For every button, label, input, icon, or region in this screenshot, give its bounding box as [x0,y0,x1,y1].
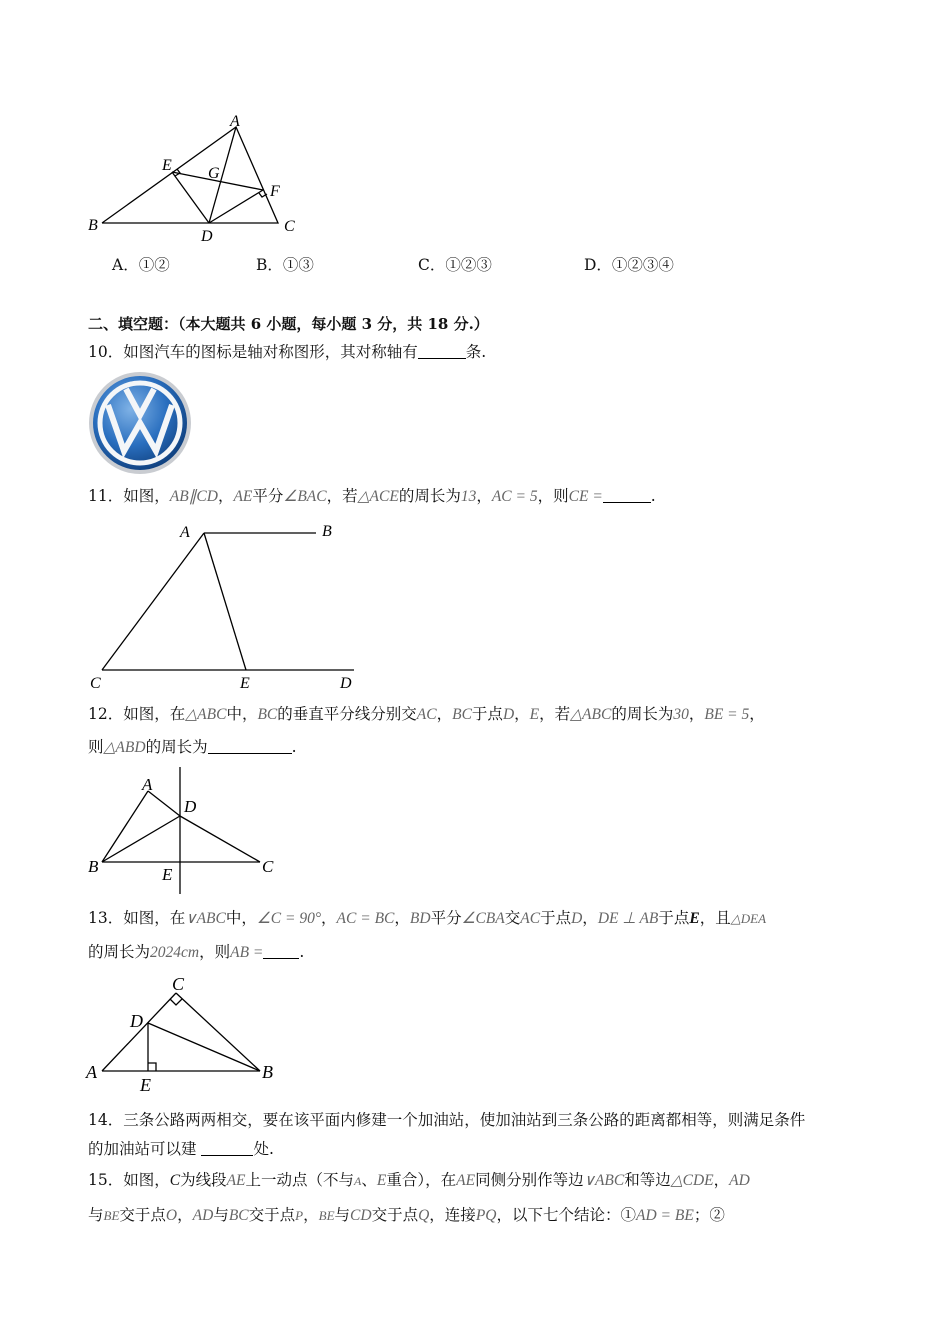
label-D: D [201,228,213,245]
question-10: 10．如图汽车的图标是轴对称图形，其对称轴有 条. [88,343,487,361]
section-title: 二、填空题：（本大题共 6 小题，每小题 3 分，共 18 分.） [88,315,489,333]
figure-q12 [84,764,284,899]
option-d[interactable]: D．①②③④ [584,256,674,274]
label-A: A [142,775,153,794]
label-A: A [230,113,240,130]
question-13-line2: 的周长为2024cm，则AB = . [88,943,305,961]
answer-blank[interactable] [418,342,466,359]
label-A: A [86,1062,97,1082]
question-15: 15．如图，C为线段AE上一动点（不与A、E重合），在AE同侧分别作等边∨ABC和等边△CDE，AD [88,1171,750,1189]
vw-logo-image [86,371,194,476]
label-F: F [270,183,280,200]
option-a[interactable]: A．①② [112,256,170,274]
option-c[interactable]: C．①②③ [418,256,492,274]
figure-q11 [84,518,364,693]
question-14: 14．三条公路两两相交，要在该平面内修建一个加油站，使加油站到三条公路的距离都相等，则满足条件 [88,1111,806,1129]
answer-blank[interactable] [603,486,651,503]
option-b[interactable]: B．①③ [256,256,314,274]
label-B: B [322,523,332,540]
figure-q13 [84,970,284,1095]
question-14-line2: 的加油站可以建 处. [88,1140,274,1158]
answer-blank[interactable] [263,942,299,959]
label-B: B [88,217,98,234]
label-A: A [180,524,190,541]
label-D: D [130,1011,143,1031]
label-C: C [172,974,185,994]
answer-blank[interactable] [201,1139,253,1156]
label-B: B [88,857,99,876]
label-D: D [184,797,197,816]
question-12-line2: 则△ABD的周长为 . [88,738,297,756]
label-E: E [140,1075,151,1095]
question-15-line2: 与BE交于点O，AD与BC交于点P，BE与CD交于点Q，连接PQ，以下七个结论：①AD = BE；② [88,1206,725,1224]
question-12: 12．如图，在△ABC中，BC的垂直平分线分别交AC，BC于点D，E，若△ABC的周长为30，BE = 5， [88,705,765,723]
label-C: C [284,218,295,235]
label-C: C [262,857,274,876]
label-E: E [240,675,250,692]
label-G: G [208,165,220,182]
label-E: E [162,865,173,884]
figure-q9 [80,110,310,245]
label-C: C [90,675,101,692]
label-B: B [262,1062,273,1082]
question-11: 11．如图，AB∥CD，AE平分∠BAC，若△ACE的周长为13，AC = 5，则CE = . [88,487,656,505]
label-D: D [340,675,352,692]
answer-blank[interactable] [208,737,292,754]
question-13: 13．如图，在∨ABC中，∠C = 90°，AC = BC，BD平分∠CBA交AC于点D，DE ⊥ AB于点E，且△DEA [88,909,767,927]
label-E: E [162,157,172,174]
